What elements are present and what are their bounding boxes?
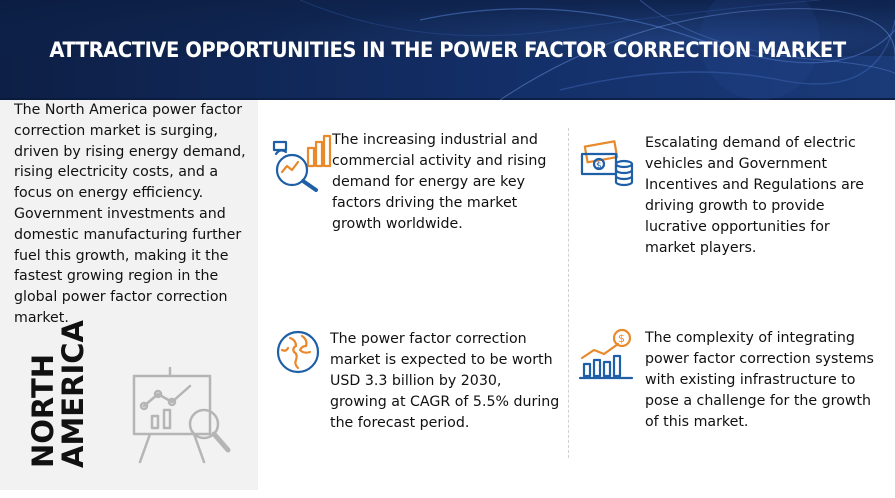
presentation-chart-magnifier-icon (130, 366, 240, 466)
region-label (28, 308, 88, 468)
growth-bar-chart-dollar-icon (578, 328, 634, 380)
card-market-size-text: The power factor correction market is expected to be worth USD 3.3 billion by 2030, growing at CAGR of 5.5% during the forecast period. (330, 331, 560, 431)
column-divider (568, 128, 569, 458)
footer-strip (0, 490, 895, 498)
region-label-line1: NORTH (26, 353, 60, 468)
header-banner (0, 0, 895, 100)
region-description: The North America power factor correction market is surging, driven by rising energy demand, rising electricity costs, and a focus on energy efficiency. Government investments and domestic manufacturing further fuel this growth, making it the fastest growing region in the global power factor correction market. (14, 102, 246, 326)
region-label-line2: AMERICA (56, 320, 90, 468)
page-title: ATTRACTIVE OPPORTUNITIES IN THE POWER FACTOR CORRECTION MARKET (49, 38, 846, 62)
card-industrial-text: The increasing industrial and commercial activity and rising demand for energy are key factors driving the market growth worldwide. (332, 132, 547, 232)
svg-text:$: $ (596, 161, 602, 171)
industrial-chart-magnifier-icon (270, 132, 334, 194)
card-challenge-text: The complexity of integrating power factor correction systems with existing infrastructure to pose a challenge for the growth of this market. (645, 330, 874, 430)
money-stack-icon (580, 140, 636, 190)
svg-text:$: $ (618, 332, 625, 345)
globe-icon (274, 328, 322, 376)
card-ev-text: Escalating demand of electric vehicles and Government Incentives and Regulations are driving growth to provide lucrative opportunities for market players. (645, 135, 865, 256)
